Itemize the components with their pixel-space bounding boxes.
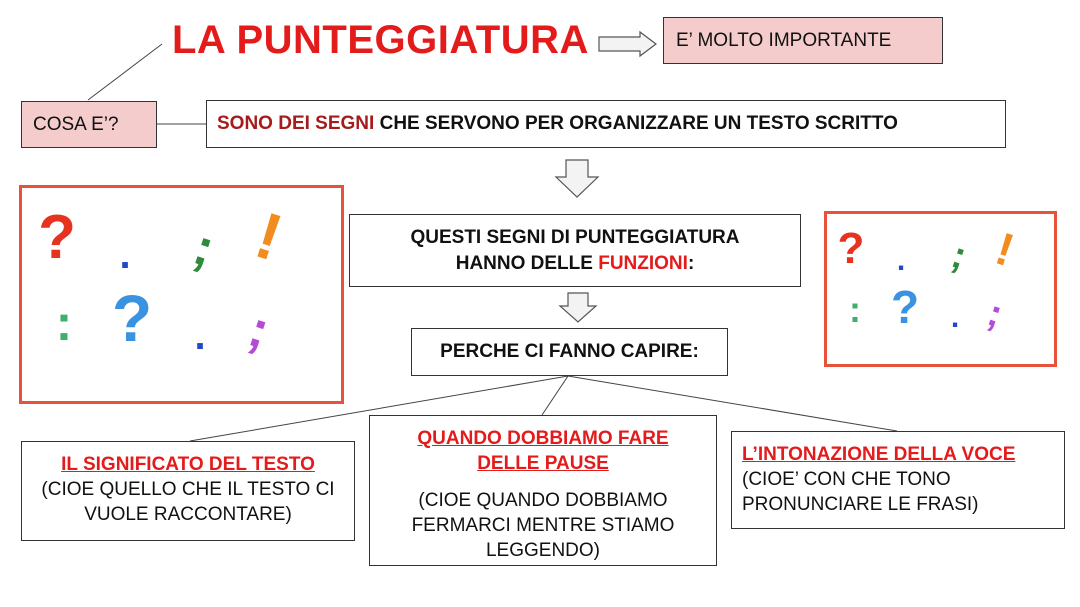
definition-box [206,100,1006,148]
exclamation-icon: ! [989,221,1021,277]
question-mark-icon: ? [38,203,76,272]
semicolon-icon: ; [946,234,972,278]
branch-line-middle [542,376,568,415]
period-icon: . [194,314,206,358]
colon-icon: : [55,295,73,351]
definition-text: CHE SERVONO PER ORGANIZZARE UN TESTO SCRITTO [374,113,898,134]
branch-detail: (CIOE QUANDO DOBBIAMO FERMARCI MENTRE STIAMO LEGGENDO) [411,490,675,561]
branch-heading: QUANDO DOBBIAMO FARE DELLE PAUSE [417,428,669,474]
branch-heading: IL SIGNIFICATO DEL TESTO [61,454,315,475]
colon-icon: : [849,289,861,330]
question-mark-icon: ? [890,281,920,333]
punctuation-image-left [19,185,344,404]
semicolon-icon: ; [241,299,277,361]
down-arrow-icon [556,160,598,197]
question-box [21,101,157,148]
right-arrow-icon [599,32,656,56]
branch-box-intonation [731,431,1065,529]
question-mark-icon: ? [111,281,153,355]
period-icon: . [119,233,131,277]
functions-highlight: FUNZIONI [598,252,688,274]
branch-box-meaning [21,441,355,541]
branch-heading: L’INTONAZIONE DELLA VOCE [742,444,1016,465]
important-note-box [663,17,943,64]
period-icon: . [896,244,906,277]
because-box [411,328,728,376]
functions-line-1: QUESTI SEGNI DI PUNTEGGIATURA [410,226,740,248]
functions-line-2-text: HANNO DELLE [455,252,599,274]
semicolon-icon: ; [982,292,1008,336]
branch-box-pauses [369,415,717,566]
definition-highlight: SONO DEI SEGNI [217,113,375,134]
down-arrow-icon [560,293,596,322]
question-mark-icon: ? [837,224,865,273]
exclamation-icon: ! [247,197,291,275]
page-title: LA PUNTEGGIATURA [172,18,589,62]
punctuation-image-right [824,211,1057,367]
title-to-question-line [88,44,162,100]
functions-line-2 [456,251,695,277]
branch-detail: (CIOE’ CON CHE TONO PRONUNCIARE LE FRASI) [742,469,979,515]
because-text: PERCHE CI FANNO CAPIRE: [440,341,699,362]
functions-colon: : [687,252,695,274]
branch-detail: (CIOE QUELLO CHE IL TESTO CI VUOLE RACCONTARE) [41,479,335,525]
important-note-text: E’ MOLTO IMPORTANTE [676,29,892,51]
functions-box [349,214,801,287]
period-icon: . [950,301,960,334]
question-text: COSA E’? [33,113,119,135]
semicolon-icon: ; [186,217,222,279]
